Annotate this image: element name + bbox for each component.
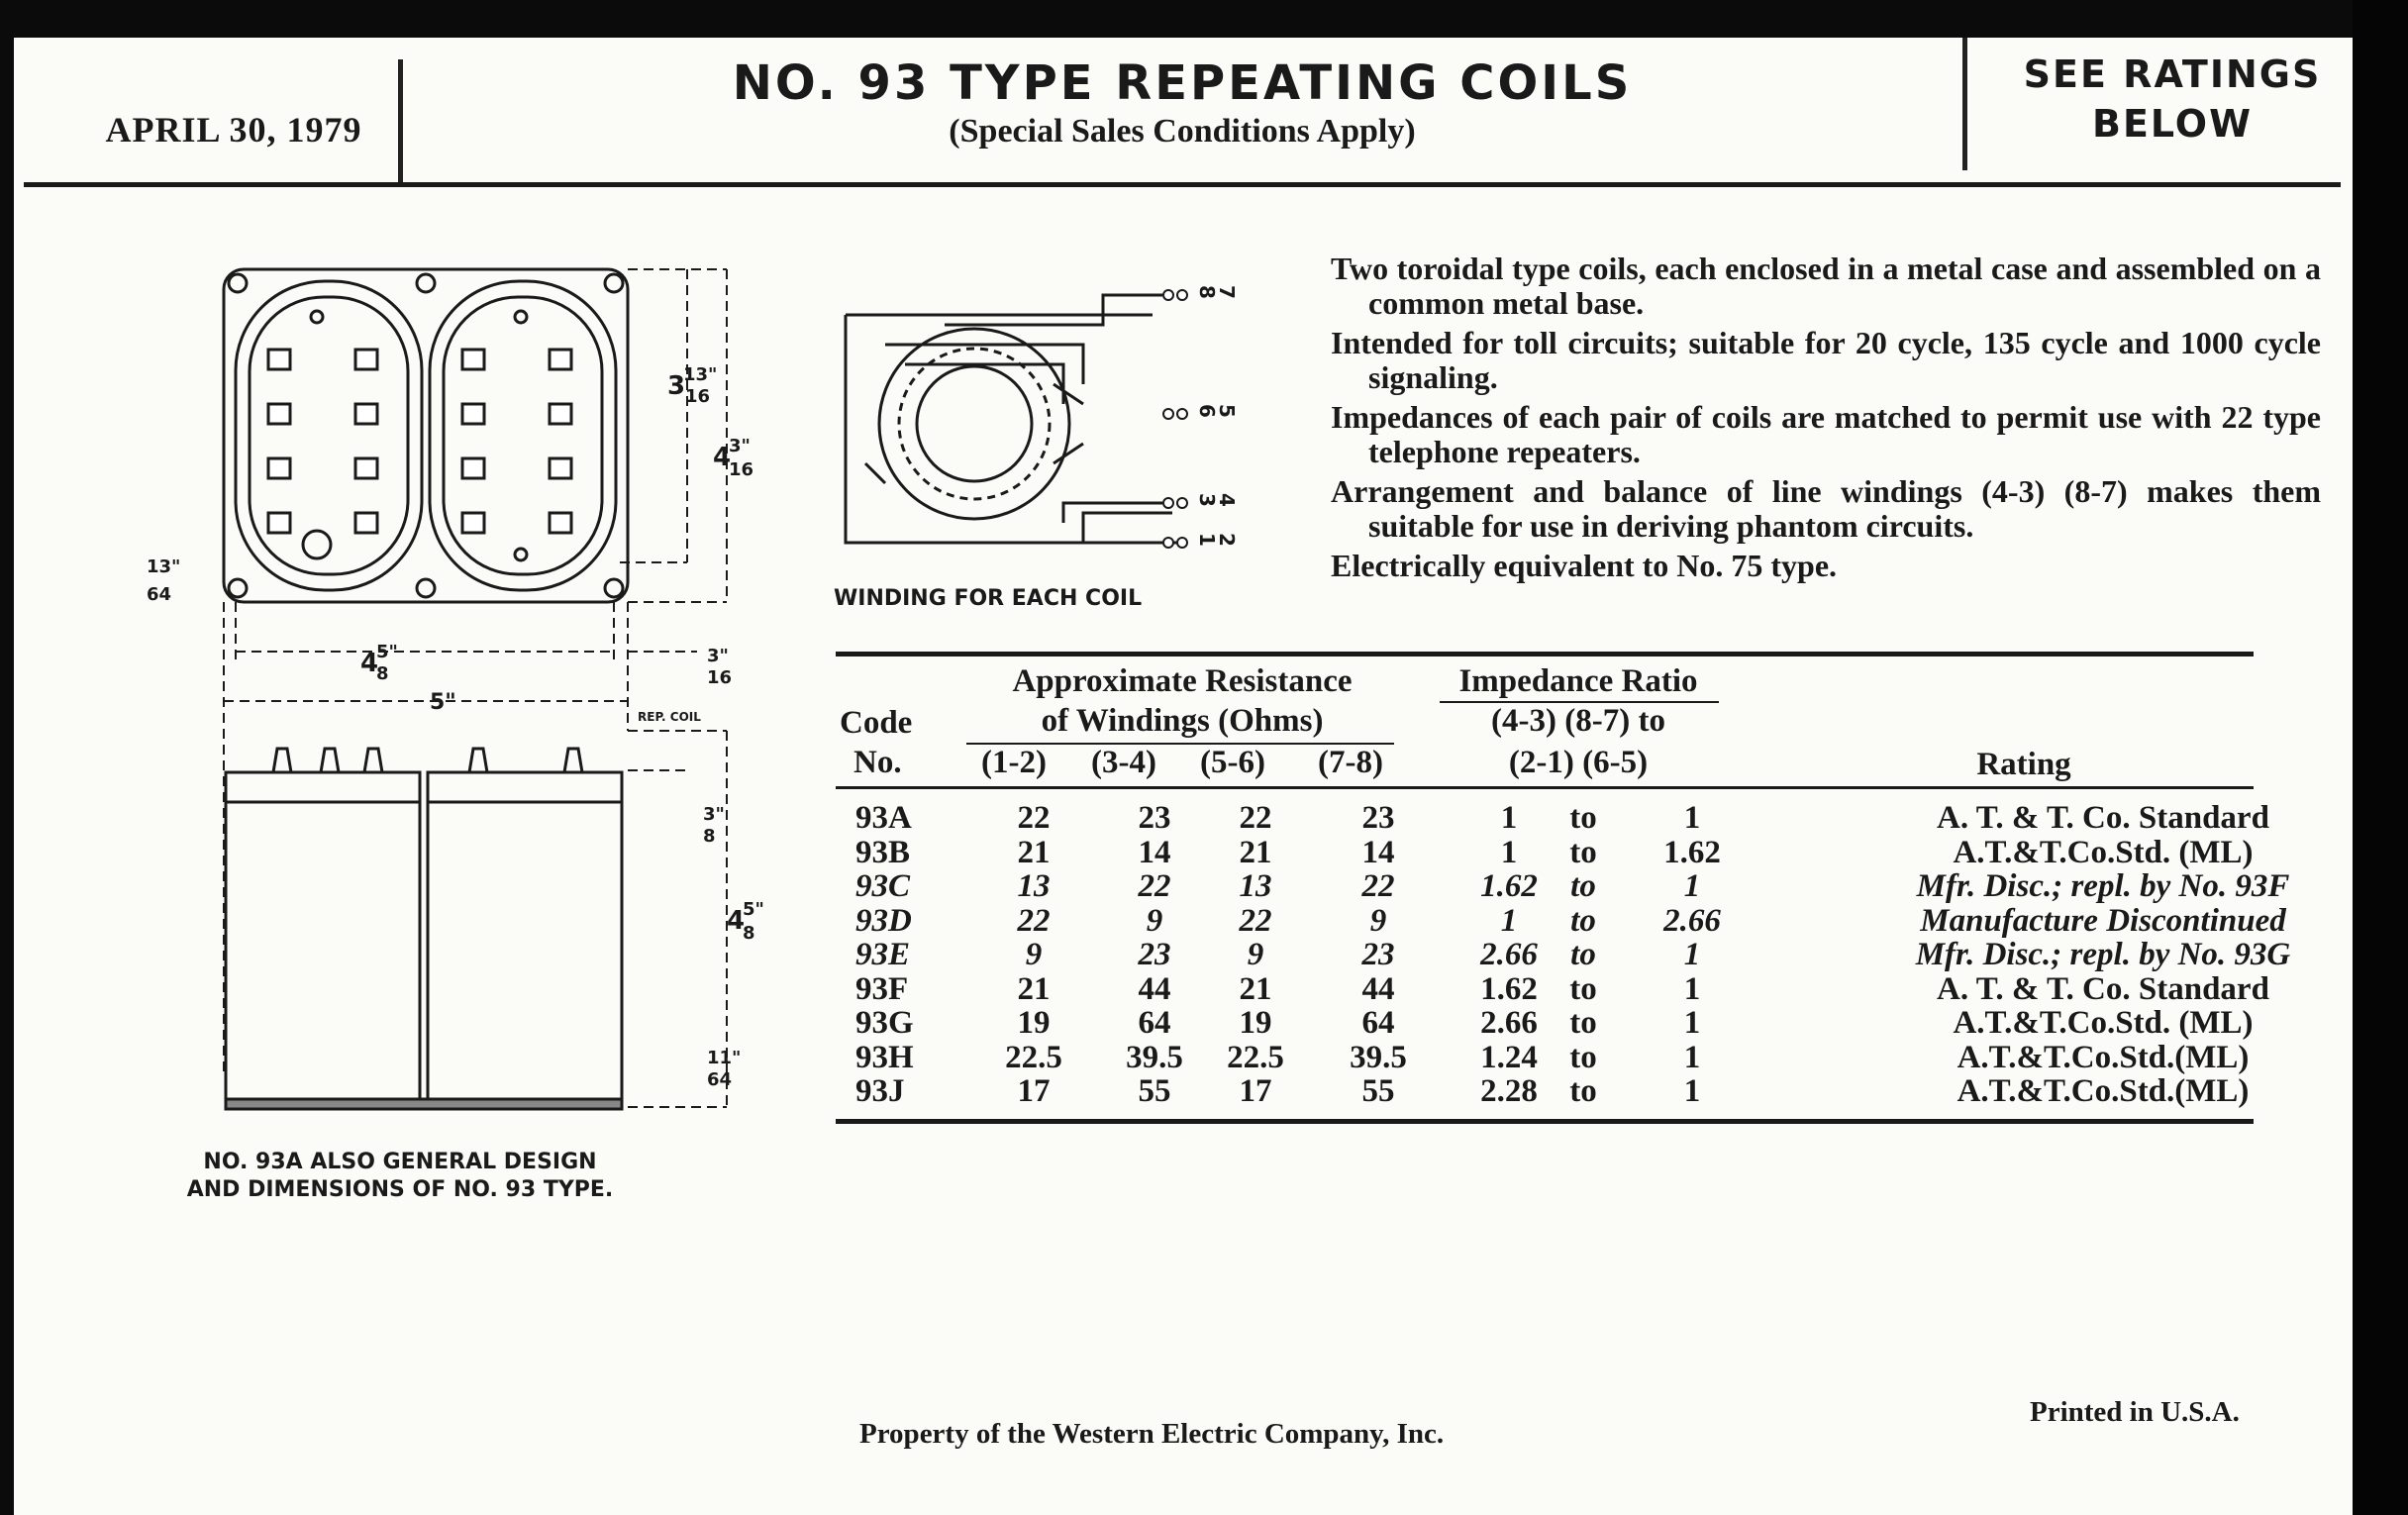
svg-text:8: 8 <box>703 826 716 847</box>
cell-r34: 44 <box>1138 970 1171 1007</box>
table-row <box>855 1039 2250 1075</box>
svg-text:5": 5" <box>376 642 398 662</box>
cell-r34: 39.5 <box>1126 1039 1183 1075</box>
cell-r56: 21 <box>1239 834 1272 870</box>
cell-r34: 55 <box>1138 1073 1171 1109</box>
cell-r56: 13 <box>1239 868 1272 904</box>
terminal-label: 8 <box>1195 285 1219 299</box>
cell-r34: 23 <box>1138 937 1171 972</box>
description-para: Impedances of each pair of coils are matched to permit use with 22 type telephone repeaters. <box>1331 399 2321 469</box>
ratings-note-line1: SEE RATINGS <box>2023 52 2322 96</box>
svg-text:8: 8 <box>376 663 389 684</box>
cell-i2: 1 <box>1683 1073 1701 1109</box>
cell-i2: 1 <box>1683 970 1701 1007</box>
cell-code: 93J <box>855 1073 905 1109</box>
cell-rating: A.T.&T.Co.Std.(ML) <box>1956 1039 2250 1075</box>
cell-rating: Manufacture Discontinued <box>1920 902 2286 939</box>
cell-code: 93G <box>855 1005 914 1041</box>
ratings-note <box>1984 50 2360 149</box>
cell-i2: 1 <box>1683 1039 1701 1075</box>
terminal-label: 5 <box>1215 404 1239 418</box>
col-rating: Rating <box>1976 747 2071 782</box>
description-para: Arrangement and balance of line windings (4-3) (8-7) makes them suitable for use in deriving phantom circuits. <box>1331 473 2321 544</box>
toroid-inner <box>917 366 1032 481</box>
cell-r12: 22 <box>1017 800 1051 836</box>
right-case-body <box>428 802 622 1099</box>
cell-code: 93B <box>855 834 911 870</box>
svg-text:4: 4 <box>360 649 379 678</box>
col-resistance-1: Approximate Resistance <box>1012 663 1353 699</box>
col-r56: (5-6) <box>1200 745 1265 780</box>
cell-r56: 22 <box>1239 800 1272 836</box>
cell-r34: 23 <box>1138 800 1171 836</box>
table-top-rule <box>836 652 2254 656</box>
col-r12: (1-2) <box>981 745 1047 780</box>
cell-rating: A. T. & T. Co. Standard <box>1937 800 2269 836</box>
cell-r78: 23 <box>1361 800 1395 836</box>
left-case-body <box>226 802 420 1099</box>
cell-r12: 9 <box>1025 937 1043 972</box>
svg-text:REP. COIL: REP. COIL <box>638 710 701 724</box>
cell-r78: 23 <box>1361 937 1395 972</box>
svg-text:3: 3 <box>667 371 686 401</box>
scan-border <box>2353 0 2408 1515</box>
terminal-label: 1 <box>1195 533 1219 547</box>
cell-r12: 17 <box>1017 1073 1051 1109</box>
terminal-label: 7 <box>1215 285 1239 299</box>
terminal-label: 4 <box>1215 493 1239 507</box>
header-divider-right <box>1962 38 1967 170</box>
cell-to: to <box>1569 1039 1597 1075</box>
cell-rating: Mfr. Disc.; repl. by No. 93F <box>1916 868 2290 904</box>
table-row <box>855 1073 2250 1109</box>
cell-to: to <box>1569 970 1597 1007</box>
document-page <box>14 38 2353 1515</box>
cell-i1: 1 <box>1500 800 1518 836</box>
cell-i1: 2.66 <box>1480 1005 1538 1041</box>
cell-i2: 1 <box>1683 1005 1701 1041</box>
table-row <box>855 834 2254 870</box>
mechanical-drawing <box>14 38 786 1226</box>
cell-r78: 55 <box>1361 1073 1395 1109</box>
table-row <box>855 868 2290 904</box>
cell-r56: 17 <box>1239 1073 1272 1109</box>
cell-to: to <box>1569 834 1597 870</box>
cell-rating: A.T.&T.Co.Std.(ML) <box>1956 1073 2250 1109</box>
col-resistance-2: of Windings (Ohms) <box>1041 703 1324 739</box>
description-para: Electrically equivalent to No. 75 type. <box>1331 548 1838 583</box>
col-impedance-2: (4-3) (8-7) to <box>1491 703 1665 739</box>
cell-code: 93H <box>855 1039 914 1075</box>
cell-i1: 1.24 <box>1480 1039 1538 1075</box>
svg-text:4: 4 <box>727 906 746 936</box>
cell-r78: 44 <box>1361 970 1395 1007</box>
cell-to: to <box>1569 1073 1597 1109</box>
description-para: Two toroidal type coils, each enclosed in a metal case and assembled on a common metal base. <box>1331 251 2321 321</box>
table-row <box>855 1005 2254 1041</box>
cell-r78: 39.5 <box>1350 1039 1407 1075</box>
cell-r56: 9 <box>1247 937 1264 972</box>
cell-to: to <box>1570 868 1596 904</box>
cell-r78: 64 <box>1361 1005 1395 1041</box>
cell-i1: 2.66 <box>1480 937 1538 972</box>
table-bottom-rule <box>836 1119 2254 1124</box>
cell-r12: 21 <box>1017 834 1051 870</box>
svg-text:8: 8 <box>743 923 755 944</box>
cell-r56: 22.5 <box>1227 1039 1284 1075</box>
page-subtitle: (Special Sales Conditions Apply) <box>949 113 1416 150</box>
table-header-rule <box>836 786 2254 789</box>
toroid-outer <box>879 329 1069 519</box>
cell-to: to <box>1569 800 1597 836</box>
cell-rating: A.T.&T.Co.Std. (ML) <box>1953 834 2254 870</box>
cell-i1: 1 <box>1500 902 1518 939</box>
cell-i1: 1.62 <box>1480 970 1538 1007</box>
svg-text:3": 3" <box>729 436 751 456</box>
winding-caption: WINDING FOR EACH COIL <box>834 586 1143 611</box>
table-row <box>855 937 2291 972</box>
cell-r56: 21 <box>1239 970 1272 1007</box>
cell-code: 93A <box>855 800 912 836</box>
cell-r12: 22.5 <box>1005 1039 1062 1075</box>
cell-r78: 22 <box>1361 868 1395 904</box>
right-case-cap <box>428 772 622 802</box>
col-impedance-3: (2-1) (6-5) <box>1508 745 1649 780</box>
terminal-labels <box>1195 285 1239 547</box>
terminal-lugs <box>268 350 571 533</box>
cell-r78: 9 <box>1369 902 1387 939</box>
col-r78: (7-8) <box>1318 745 1383 780</box>
terminal-label: 6 <box>1195 404 1219 418</box>
cell-r34: 22 <box>1138 868 1171 904</box>
cell-code: 93E <box>855 937 911 972</box>
cell-r12: 21 <box>1017 970 1051 1007</box>
cell-to: to <box>1570 902 1596 939</box>
svg-text:64: 64 <box>707 1069 733 1090</box>
cell-i2: 1 <box>1683 800 1701 836</box>
cell-r34: 9 <box>1146 902 1163 939</box>
cell-to: to <box>1569 1005 1597 1041</box>
svg-text:16: 16 <box>685 386 711 407</box>
col-r34: (3-4) <box>1091 745 1156 780</box>
left-case-cap <box>226 772 420 802</box>
cell-i1: 1.62 <box>1480 868 1538 904</box>
cell-r56: 22 <box>1239 902 1272 939</box>
cell-r12: 19 <box>1017 1005 1051 1041</box>
issue-date: APRIL 30, 1979 <box>105 110 362 150</box>
table-row <box>855 902 2286 939</box>
side-base <box>226 1099 622 1109</box>
cell-rating: A.T.&T.Co.Std. (ML) <box>1953 1005 2254 1041</box>
svg-text:13": 13" <box>683 364 718 385</box>
cell-r12: 13 <box>1017 868 1051 904</box>
page-title: NO. 93 TYPE REPEATING COILS <box>732 55 1633 111</box>
svg-text:3": 3" <box>707 646 729 666</box>
svg-text:64: 64 <box>147 584 172 605</box>
top-view-base <box>224 269 628 602</box>
col-code-1: Code <box>840 705 913 741</box>
svg-text:5": 5" <box>430 690 456 715</box>
drawing-caption <box>143 1149 657 1204</box>
drawing-caption-line2: AND DIMENSIONS OF NO. 93 TYPE. <box>186 1177 614 1202</box>
terminal-label: 2 <box>1215 533 1239 547</box>
cell-code: 93F <box>855 970 909 1007</box>
description <box>1331 252 2321 588</box>
cell-r34: 64 <box>1138 1005 1171 1041</box>
cell-i2: 1 <box>1683 937 1701 972</box>
cell-i2: 1.62 <box>1663 834 1721 870</box>
col-impedance-1: Impedance Ratio <box>1458 663 1698 699</box>
cell-r34: 14 <box>1138 834 1171 870</box>
cell-rating: Mfr. Disc.; repl. by No. 93G <box>1915 937 2291 972</box>
cell-i2: 2.66 <box>1663 902 1721 939</box>
cell-to: to <box>1570 937 1596 972</box>
drawing-caption-line1: NO. 93A ALSO GENERAL DESIGN <box>203 1150 597 1174</box>
cell-i1: 2.28 <box>1480 1073 1538 1109</box>
cell-r78: 14 <box>1361 834 1395 870</box>
footer-property: Property of the Western Electric Company, Inc. <box>859 1418 1445 1450</box>
footer-printed: Printed in U.S.A. <box>2030 1396 2240 1428</box>
cell-code: 93D <box>855 902 912 939</box>
cell-r56: 19 <box>1239 1005 1272 1041</box>
cell-i2: 1 <box>1683 868 1701 904</box>
svg-text:3": 3" <box>703 804 725 825</box>
svg-text:13": 13" <box>147 556 181 577</box>
cell-r12: 22 <box>1017 902 1051 939</box>
ratings-note-line2: BELOW <box>2092 102 2253 146</box>
cell-code: 93C <box>855 868 911 904</box>
table-row <box>855 800 2269 836</box>
svg-text:16: 16 <box>707 667 733 688</box>
description-para: Intended for toll circuits; suitable for 20 cycle, 135 cycle and 1000 cycle signaling. <box>1331 325 2321 395</box>
winding-diagram <box>826 265 1242 622</box>
col-code-2: No. <box>853 745 902 780</box>
svg-text:5": 5" <box>743 899 764 920</box>
cell-i1: 1 <box>1500 834 1518 870</box>
svg-text:4: 4 <box>713 443 732 472</box>
table-row <box>855 970 2269 1007</box>
svg-text:11": 11" <box>707 1048 742 1068</box>
terminal-label: 3 <box>1195 493 1219 507</box>
cell-rating: A. T. & T. Co. Standard <box>1937 970 2269 1007</box>
svg-text:16: 16 <box>729 459 754 480</box>
